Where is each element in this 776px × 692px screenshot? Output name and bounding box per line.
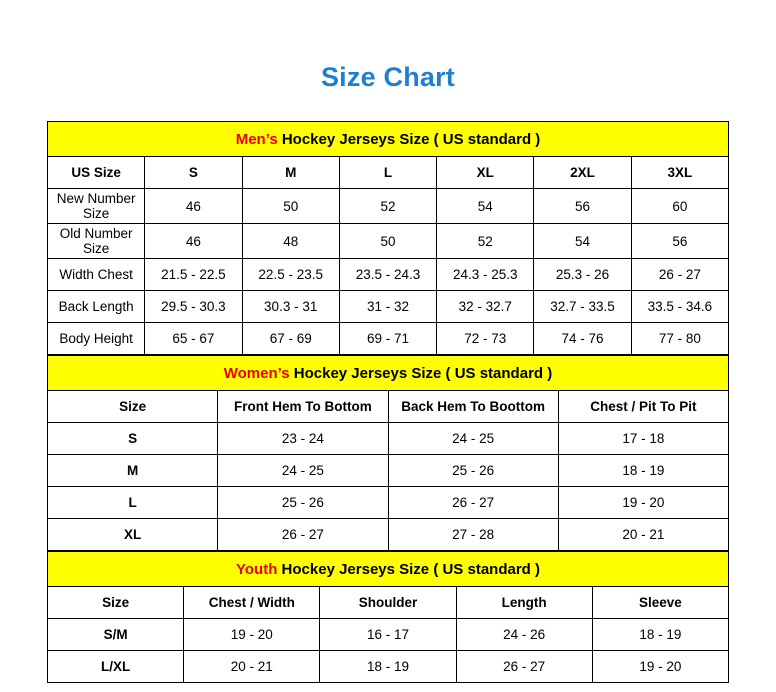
- cell: 52: [339, 189, 436, 224]
- cell: 21.5 - 22.5: [145, 259, 242, 291]
- column-header: Back Hem To Boottom: [388, 391, 558, 423]
- cell: 50: [339, 224, 436, 259]
- cell: 48: [242, 224, 339, 259]
- row-label: S/M: [48, 619, 184, 651]
- table-row: [48, 487, 729, 519]
- cell: 74 - 76: [534, 323, 631, 355]
- row-label: Body Height: [48, 323, 145, 355]
- cell: 60: [631, 189, 728, 224]
- column-header: Size: [48, 391, 218, 423]
- table-header-row: [48, 157, 729, 189]
- mens-band-rest: Hockey Jerseys Size ( US standard ): [277, 130, 541, 148]
- cell: 32.7 - 33.5: [534, 291, 631, 323]
- cell: 72 - 73: [437, 323, 534, 355]
- row-label: L: [48, 487, 218, 519]
- row-label: Width Chest: [48, 259, 145, 291]
- cell: 32 - 32.7: [437, 291, 534, 323]
- youth-band-accent: Youth: [236, 560, 278, 578]
- cell: 18 - 19: [592, 619, 728, 651]
- row-label: XL: [48, 519, 218, 551]
- cell: 24 - 26: [456, 619, 592, 651]
- table-row: [48, 323, 729, 355]
- cell: 23 - 24: [218, 423, 388, 455]
- column-header: L: [339, 157, 436, 189]
- cell: 25 - 26: [388, 455, 558, 487]
- cell: 16 - 17: [320, 619, 456, 651]
- row-label: L/XL: [48, 651, 184, 683]
- table-row: [48, 259, 729, 291]
- table-row: [48, 189, 729, 224]
- column-header: Chest / Width: [184, 587, 320, 619]
- cell: 29.5 - 30.3: [145, 291, 242, 323]
- cell: 24.3 - 25.3: [437, 259, 534, 291]
- table-row: [48, 455, 729, 487]
- column-header: XL: [437, 157, 534, 189]
- cell: 18 - 19: [320, 651, 456, 683]
- cell: 52: [437, 224, 534, 259]
- row-label: Old Number Size: [48, 224, 145, 259]
- cell: 46: [145, 189, 242, 224]
- row-label: New Number Size: [48, 189, 145, 224]
- womens-band: [48, 356, 729, 391]
- cell: 26 - 27: [218, 519, 388, 551]
- column-header: Size: [48, 587, 184, 619]
- column-header: 2XL: [534, 157, 631, 189]
- cell: 18 - 19: [558, 455, 728, 487]
- cell: 25 - 26: [218, 487, 388, 519]
- table-band-row: [48, 122, 729, 157]
- column-header: Shoulder: [320, 587, 456, 619]
- cell: 65 - 67: [145, 323, 242, 355]
- cell: 46: [145, 224, 242, 259]
- cell: 50: [242, 189, 339, 224]
- cell: 54: [534, 224, 631, 259]
- page-title: Size Chart: [320, 62, 456, 92]
- youth-band-rest: Hockey Jerseys Size ( US standard ): [277, 560, 540, 578]
- cell: 24 - 25: [218, 455, 388, 487]
- table-row: [48, 291, 729, 323]
- womens-band-rest: Hockey Jerseys Size ( US standard ): [289, 364, 553, 382]
- row-label: M: [48, 455, 218, 487]
- table-row: [48, 519, 729, 551]
- womens-size-table: [47, 355, 729, 551]
- youth-band: [48, 552, 729, 587]
- cell: 54: [437, 189, 534, 224]
- cell: 31 - 32: [339, 291, 436, 323]
- cell: 30.3 - 31: [242, 291, 339, 323]
- column-header: S: [145, 157, 242, 189]
- table-header-row: [48, 391, 729, 423]
- row-label: Back Length: [48, 291, 145, 323]
- mens-band-accent: Men’s: [235, 130, 278, 148]
- cell: 26 - 27: [631, 259, 728, 291]
- column-header: US Size: [48, 157, 145, 189]
- table-row: [48, 651, 729, 683]
- cell: 19 - 20: [184, 619, 320, 651]
- table-band-row: [48, 552, 729, 587]
- row-label: S: [48, 423, 218, 455]
- size-tables: [47, 121, 729, 683]
- cell: 69 - 71: [339, 323, 436, 355]
- mens-size-table: [47, 121, 729, 355]
- cell: 23.5 - 24.3: [339, 259, 436, 291]
- column-header: M: [242, 157, 339, 189]
- cell: 56: [631, 224, 728, 259]
- cell: 77 - 80: [631, 323, 728, 355]
- cell: 22.5 - 23.5: [242, 259, 339, 291]
- table-row: [48, 224, 729, 259]
- cell: 19 - 20: [592, 651, 728, 683]
- cell: 24 - 25: [388, 423, 558, 455]
- mens-band: [48, 122, 729, 157]
- column-header: 3XL: [631, 157, 728, 189]
- column-header: Length: [456, 587, 592, 619]
- cell: 25.3 - 26: [534, 259, 631, 291]
- cell: 19 - 20: [558, 487, 728, 519]
- cell: 17 - 18: [558, 423, 728, 455]
- table-row: [48, 619, 729, 651]
- column-header: Front Hem To Bottom: [218, 391, 388, 423]
- womens-band-accent: Women’s: [223, 364, 290, 382]
- table-band-row: [48, 356, 729, 391]
- table-header-row: [48, 587, 729, 619]
- cell: 26 - 27: [388, 487, 558, 519]
- cell: 27 - 28: [388, 519, 558, 551]
- youth-size-table: [47, 551, 729, 683]
- column-header: Sleeve: [592, 587, 728, 619]
- cell: 33.5 - 34.6: [631, 291, 728, 323]
- cell: 20 - 21: [558, 519, 728, 551]
- cell: 67 - 69: [242, 323, 339, 355]
- cell: 56: [534, 189, 631, 224]
- cell: 26 - 27: [456, 651, 592, 683]
- cell: 20 - 21: [184, 651, 320, 683]
- table-row: [48, 423, 729, 455]
- column-header: Chest / Pit To Pit: [558, 391, 728, 423]
